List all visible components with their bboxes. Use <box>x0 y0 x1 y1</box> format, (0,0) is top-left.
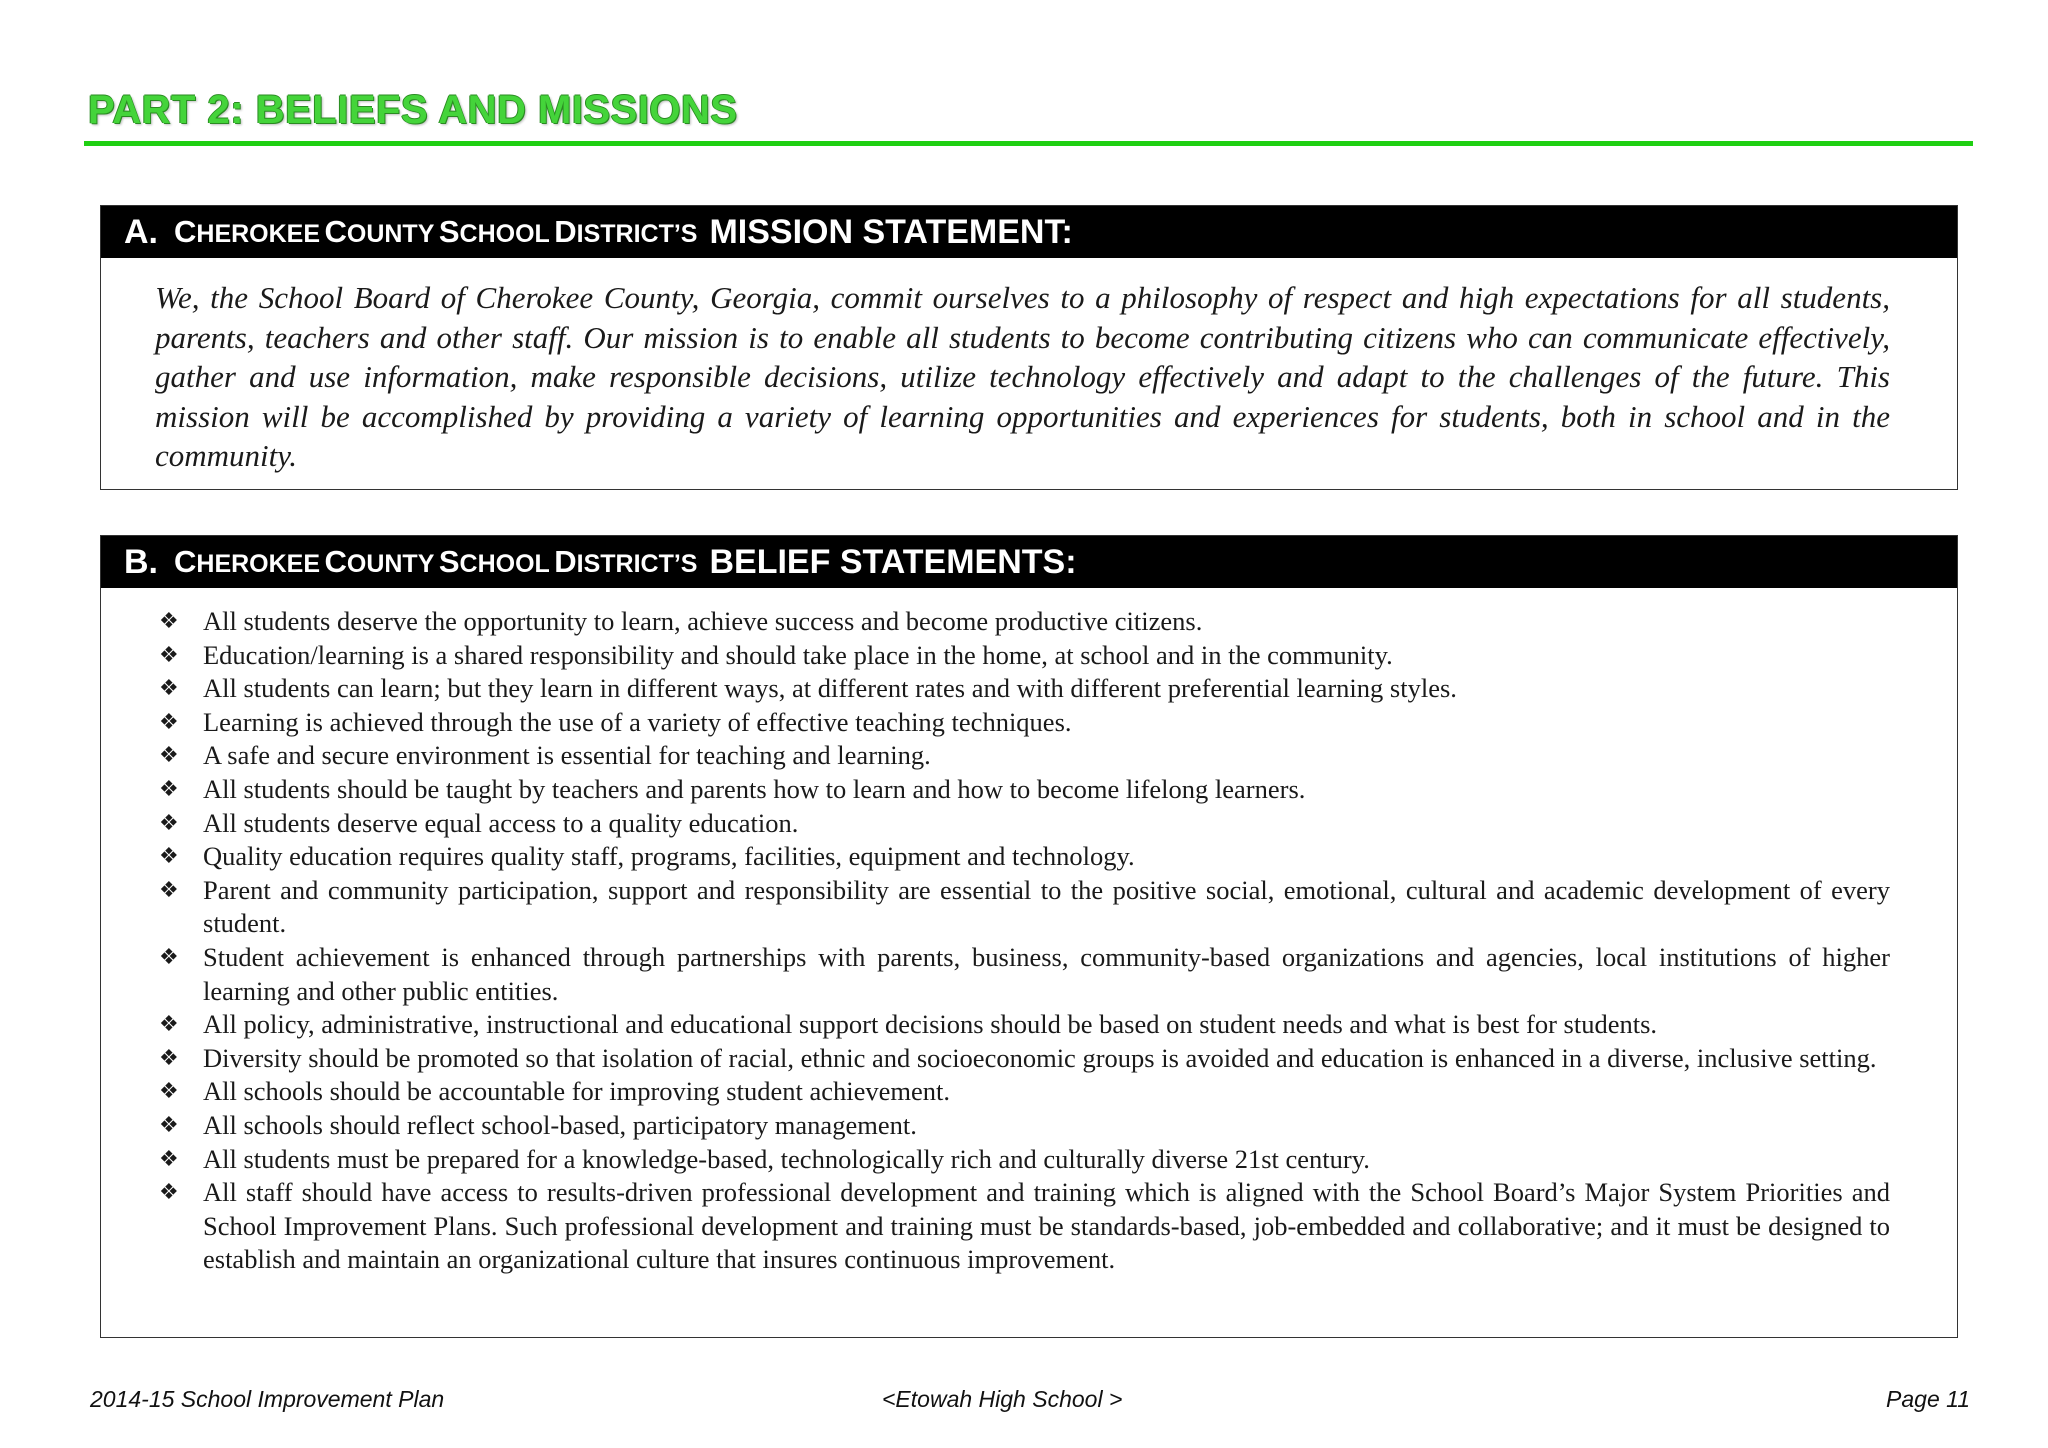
mission-header <box>101 206 1957 258</box>
bullet-diamond-icon: ❖ <box>159 944 179 970</box>
beliefs-header-title: BELIEF STATEMENTS: <box>709 542 1077 581</box>
part-title: PART 2: BELIEFS AND MISSIONS <box>88 88 738 132</box>
belief-item: ❖ Quality education requires quality staff, programs, facilities, equipment and technology. <box>155 840 1890 874</box>
mission-header-district: CHEROKEE COUNTY SCHOOL DISTRICT’S <box>174 214 698 249</box>
beliefs-header <box>101 536 1957 588</box>
beliefs-header-district: CHEROKEE COUNTY SCHOOL DISTRICT’S <box>174 544 698 579</box>
mission-text: We, the School Board of Cherokee County, Georgia, commit ourselves to a philosophy of respect and high expectations for all students, parents, teachers and other staff. Our mission is to enable all students to become contributing citizens who can communicate effectively, gather and use information, make responsible decisions, utilize technology effectively and adapt to the challenges of the future. This mission will be accomplished by providing a variety of learning opportunities and experiences for students, both in school and in the community. <box>155 280 1890 473</box>
belief-item: ❖ All students deserve equal access to a quality education. <box>155 807 1890 841</box>
belief-item: ❖ All students deserve the opportunity to learn, achieve success and become productive citizens. <box>155 605 1890 639</box>
bullet-diamond-icon: ❖ <box>159 1146 179 1172</box>
bullet-diamond-icon: ❖ <box>159 1079 179 1105</box>
belief-item: ❖ All students can learn; but they learn in different ways, at different rates and with different preferential learning styles. <box>155 672 1890 706</box>
belief-item: ❖ All schools should reflect school-based, participatory management. <box>155 1109 1890 1143</box>
belief-list <box>101 588 1957 1277</box>
belief-item: ❖ All policy, administrative, instructional and educational support decisions should be based on student needs and what is best for students. <box>155 1008 1890 1042</box>
bullet-diamond-icon: ❖ <box>159 709 179 735</box>
belief-item: ❖ Student achievement is enhanced through partnerships with parents, business, community-based organizations and agencies, local institutions of higher learning and other public entities. <box>159 941 1890 1006</box>
belief-item: ❖ All students must be prepared for a knowledge-based, technologically rich and culturally diverse 21st century. <box>155 1143 1890 1177</box>
bullet-diamond-icon: ❖ <box>159 810 179 836</box>
belief-item: ❖ Education/learning is a shared responsibility and should take place in the home, at school and in the community. <box>155 639 1890 673</box>
belief-item: ❖ A safe and secure environment is essential for teaching and learning. <box>155 739 1890 773</box>
belief-item: ❖ All schools should be accountable for improving student achievement. <box>155 1075 1890 1109</box>
bullet-diamond-icon: ❖ <box>159 1012 179 1038</box>
belief-item: ❖ All staff should have access to results-driven professional development and training which is aligned with the School Board’s Major System Priorities and School Improvement Plans. Such professional development and training must be standards-based, job-embedded and collaborative; and it must be designed to establish and maintain an organizational culture that insures continuous improvement. <box>159 1177 1890 1275</box>
mission-header-title: MISSION STATEMENT: <box>709 212 1073 251</box>
beliefs-header-letter: B. <box>124 542 158 581</box>
bullet-diamond-icon: ❖ <box>159 642 179 668</box>
bullet-diamond-icon: ❖ <box>159 877 179 903</box>
bullet-diamond-icon: ❖ <box>159 609 179 634</box>
belief-item: ❖ Diversity should be promoted so that isolation of racial, ethnic and socioeconomic groups is avoided and education is enhanced in a diverse, inclusive setting. <box>155 1042 1890 1076</box>
mission-statement-section <box>100 205 1958 490</box>
bullet-diamond-icon: ❖ <box>159 676 179 702</box>
footer-school-name: <Etowah High School > <box>882 1386 1123 1412</box>
mission-header-letter: A. <box>124 212 158 251</box>
belief-item: ❖ All students should be taught by teachers and parents how to learn and how to become lifelong learners. <box>155 773 1890 807</box>
belief-item: ❖ Parent and community participation, support and responsibility are essential to the positive social, emotional, cultural and academic development of every student. <box>159 874 1890 939</box>
bullet-diamond-icon: ❖ <box>159 844 179 870</box>
bullet-diamond-icon: ❖ <box>159 1180 179 1206</box>
bullet-diamond-icon: ❖ <box>159 776 179 802</box>
footer-plan-title: 2014-15 School Improvement Plan <box>90 1386 445 1412</box>
bullet-diamond-icon: ❖ <box>159 1045 179 1071</box>
belief-statements-section <box>100 535 1958 1338</box>
footer-page-number: Page 11 <box>1886 1386 1970 1412</box>
bullet-diamond-icon: ❖ <box>159 743 179 769</box>
title-rule <box>84 141 1973 146</box>
bullet-diamond-icon: ❖ <box>159 1112 179 1138</box>
belief-item: ❖ Learning is achieved through the use of a variety of effective teaching techniques. <box>155 706 1890 740</box>
